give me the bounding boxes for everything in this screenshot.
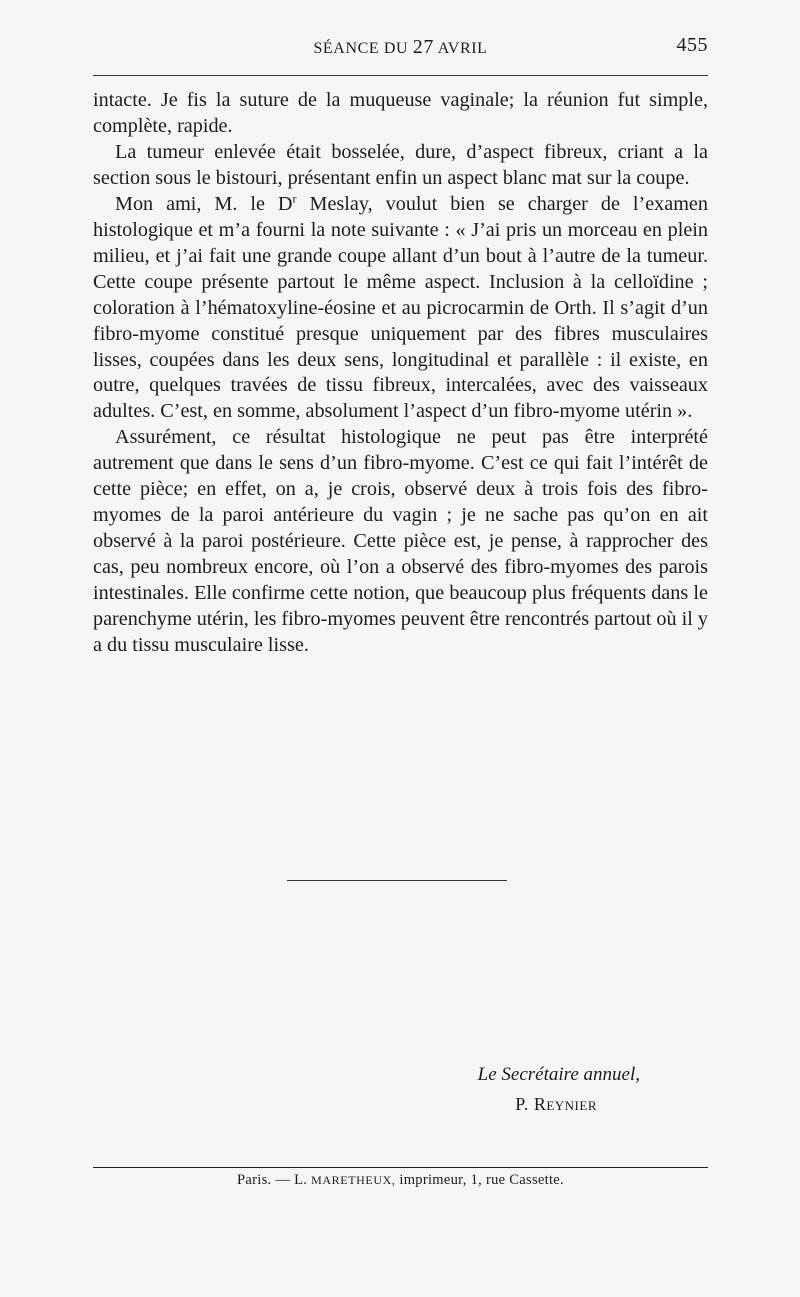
imprint-printer-name: MARETHEUX, (311, 1173, 396, 1187)
paragraph-3-start: Mon ami, M. le D (115, 192, 293, 215)
footer-divider (93, 1167, 708, 1168)
signature-initial: P. (515, 1094, 529, 1114)
running-title-prefix: SÉANCE DU (313, 40, 409, 57)
page-number: 455 (676, 34, 708, 56)
article-body (93, 88, 708, 659)
doctor-abbrev-superscript: r (292, 191, 297, 206)
running-title-day: 27 (412, 36, 434, 58)
signature-role: Le Secrétaire annuel, (477, 1064, 640, 1085)
paragraph-3 (93, 192, 708, 426)
signature-name (400, 1094, 597, 1115)
running-title (93, 36, 708, 59)
paragraph-4: Assurément, ce résultat histologique ne peut pas être interprété autrement que dans le sens d’un fibro-myome. C’est ce qui fait l’intérêt de cette pièce; en effet, on a, je crois, observé deux à trois fois des fibro-myomes de la paroi antérieure du vagin ; je ne sache pas qu’on en ait observé à la paroi postérieure. Cette pièce est, je pense, à rapprocher des cas, peu nombreux encore, où l’on a observé des fibro-myomes des parois intestinales. Elle confirme cette notion, que beaucoup plus fréquents dans le parenchyme utérin, les fibro-myomes peuvent être rencontrés partout où il y a du tissu musculaire lisse. (93, 426, 708, 657)
imprint-city: Paris. — L. (237, 1172, 308, 1188)
paragraph-1: intacte. Je fis la suture de la muqueuse vaginale; la réunion fut simple, complète, rapide. (93, 89, 708, 137)
section-divider (287, 880, 507, 881)
paragraph-2: La tumeur enlevée était bosselée, dure, d’aspect fibreux, criant a la section sous le bistouri, présentant enfin un aspect blanc mat sur la coupe. (93, 140, 708, 189)
signature-surname-rest: EYNIER (546, 1098, 597, 1113)
printer-imprint (93, 1172, 708, 1189)
page-header (93, 36, 708, 60)
signature-surname-initial: R (533, 1094, 547, 1114)
imprint-address: imprimeur, 1, rue Cassette. (395, 1172, 564, 1188)
header-divider (93, 75, 708, 76)
running-title-month: AVRIL (437, 40, 488, 57)
paragraph-3-rest: Meslay, voulut bien se charger de l’examen histologique et m’a fourni la note suivante : « J’ai pris un morceau en plein milieu, et j’ai fait une grande coupe allant d’un bout à l’autre de la tumeur. Cette coupe présente partout le même aspect. Inclusion à la celloïdine ; coloration à l’hématoxyline-éosine et au picrocarmin de Orth. Il s’agit d’un fibro-myome constitué presque uniquement par des fibres musculaires lisses, coupées dans les deux sens, longitudinal et parallèle : il existe, en outre, quelques travées de tissu fibreux, intercalées, avec des vaisseaux adultes. C’est, en somme, absolument l’aspect d’un fibro-myome utérin ». (93, 192, 708, 423)
